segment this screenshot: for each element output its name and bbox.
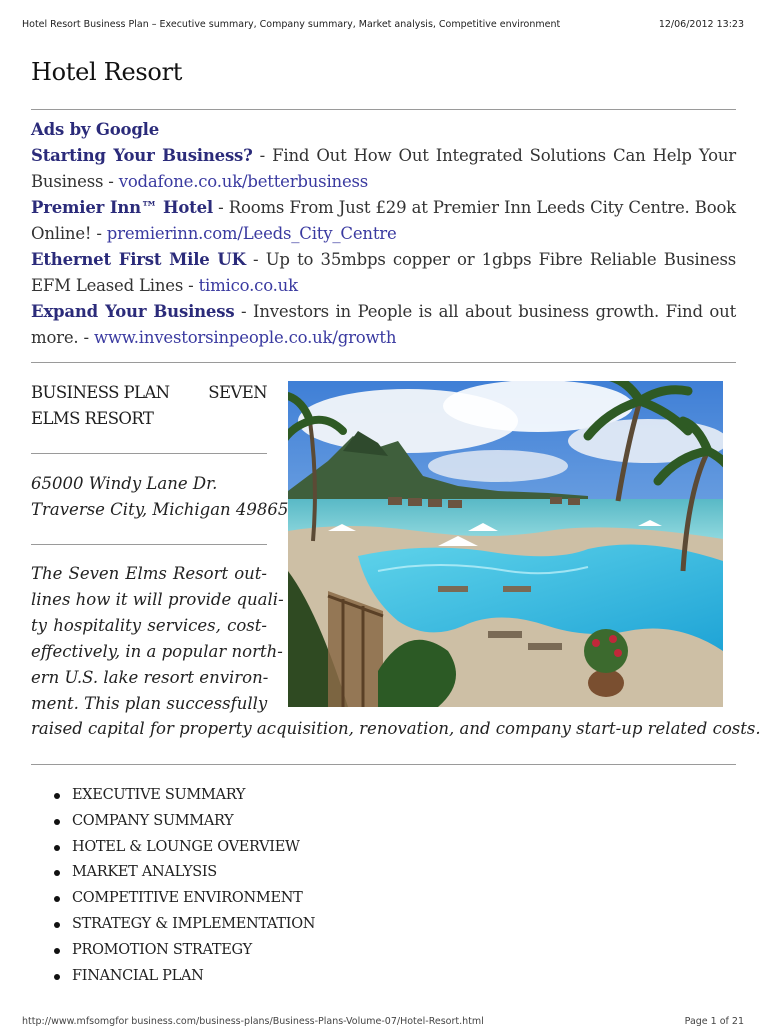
toc-item[interactable]: COMPANY SUMMARY: [52, 809, 315, 835]
address-line: 65000 Windy Lane Dr.: [31, 474, 218, 493]
ad-title-link[interactable]: Starting Your Business?: [31, 146, 253, 165]
resort-pool-photo: [288, 381, 723, 707]
summary-line: ty hospitality services, cost-: [31, 616, 267, 635]
address: [31, 471, 289, 523]
print-header-timestamp: 12/06/2012 13:23: [658, 19, 744, 30]
summary-line: The Seven Elms Resort out-: [31, 564, 267, 583]
ad-url-link[interactable]: premierinn.com/Leeds_City_Centre: [106, 224, 397, 243]
summary-line: lines how it will provide quali-: [31, 590, 284, 609]
ad-url-link[interactable]: timico.co.uk: [198, 276, 298, 295]
toc-item[interactable]: COMPETITIVE ENVIRONMENT: [52, 886, 315, 912]
summary-line: ern U.S. lake resort environ-: [31, 668, 269, 687]
print-footer-url[interactable]: http://www.mfsomgfor business.com/business-plans/Business-Plans-Volume-07/Hotel-Resort.html: [22, 1016, 484, 1027]
print-header: [22, 19, 744, 30]
business-plan-title: [31, 380, 267, 432]
ad-text: - Find Out How Out Integrated Solutions Can Help Your Business -: [31, 146, 736, 191]
toc-item[interactable]: STRATEGY & IMPLEMENTATION: [52, 912, 315, 938]
ads-heading[interactable]: Ads by Google: [31, 120, 160, 139]
ad-title-link[interactable]: Premier Inn™ Hotel: [31, 198, 213, 217]
toc-item[interactable]: FINANCIAL PLAN: [52, 964, 315, 990]
title-part: ELMS RESORT: [31, 409, 154, 428]
ad-url-link[interactable]: vodafone.co.uk/betterbusiness: [118, 172, 369, 191]
summary-line: raised capital for property acquisition, renovation, and company start-up related costs.: [31, 719, 761, 738]
ad-text: - Investors in People is all about business growth. Find out more. -: [31, 302, 737, 347]
ad-item: [31, 299, 736, 351]
print-footer: [22, 1016, 744, 1027]
print-footer-page: Page 1 of 21: [684, 1016, 744, 1027]
toc-item[interactable]: PROMOTION STRATEGY: [52, 938, 315, 964]
ad-title-link[interactable]: Expand Your Business: [31, 302, 235, 321]
divider: [31, 109, 736, 110]
ad-text: - Up to 35mbps copper or 1gbps Fibre Reliable Business EFM Leased Lines -: [31, 250, 736, 295]
divider: [31, 453, 267, 454]
summary-line: effectively, in a popular north-: [31, 642, 283, 661]
google-ads-block: [31, 117, 736, 351]
ad-url-link[interactable]: www.investorsinpeople.co.uk/growth: [93, 328, 397, 347]
title-part: BUSINESS PLAN: [31, 383, 170, 402]
toc-item[interactable]: MARKET ANALYSIS: [52, 860, 315, 886]
ad-item: [31, 247, 736, 299]
ad-item: [31, 143, 736, 195]
summary-line: ment. This plan successfully: [31, 694, 268, 713]
address-line: Traverse City, Michigan 49865: [31, 500, 289, 519]
print-header-title: Hotel Resort Business Plan – Executive summary, Company summary, Market analysis, Competitive environment: [22, 19, 561, 30]
page-title: Hotel Resort: [31, 58, 183, 86]
summary-paragraph: [31, 561, 284, 717]
divider: [31, 362, 736, 363]
divider: [31, 764, 736, 765]
ad-title-link[interactable]: Ethernet First Mile UK: [31, 250, 246, 269]
ad-item: [31, 195, 736, 247]
toc-item[interactable]: HOTEL & LOUNGE OVERVIEW: [52, 835, 315, 861]
table-of-contents: [52, 783, 315, 989]
ad-text: - Rooms From Just £29 at Premier Inn Leeds City Centre. Book Online! -: [31, 198, 736, 243]
toc-item[interactable]: EXECUTIVE SUMMARY: [52, 783, 315, 809]
divider: [31, 544, 267, 545]
title-part: SEVEN: [208, 383, 267, 402]
